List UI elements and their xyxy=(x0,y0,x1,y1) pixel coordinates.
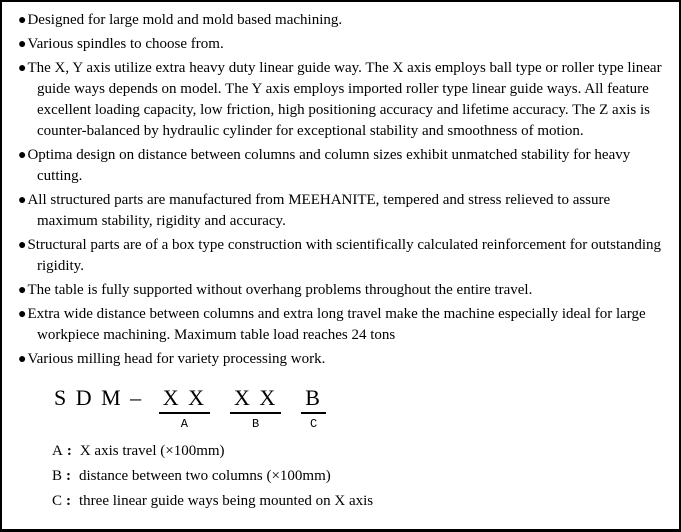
list-item xyxy=(18,349,667,370)
bullet-icon: ● xyxy=(18,307,28,322)
segment-label: C xyxy=(309,417,318,431)
list-item xyxy=(18,10,667,31)
bullet-icon: ● xyxy=(18,193,28,208)
feature-text: Designed for large mold and mold based machining. xyxy=(27,12,343,28)
segment-value: B xyxy=(301,386,326,414)
legend-colon: : xyxy=(66,443,72,459)
feature-text: Various spindles to choose from. xyxy=(27,36,224,52)
model-code-prefix: S D M – xyxy=(54,385,151,410)
segment-label: B xyxy=(252,417,260,431)
bullet-icon: ● xyxy=(18,37,28,52)
feature-text: Optima design on distance between columns and column sizes exhibit unmatched stability for heavy cutting. xyxy=(27,147,631,184)
model-code-legend xyxy=(52,439,679,514)
list-item xyxy=(18,145,667,187)
list-item xyxy=(18,190,667,232)
model-code-segment-b xyxy=(230,386,281,431)
model-code-segment-a xyxy=(159,386,210,431)
bullet-icon: ● xyxy=(18,13,28,28)
feature-text: Extra wide distance between columns and extra long travel make the machine especially ideal for large workpiece machining. Maximum table load reaches 24 tons xyxy=(27,306,646,343)
list-item xyxy=(18,235,667,277)
legend-key: B xyxy=(52,468,63,484)
legend-colon: : xyxy=(66,493,72,509)
legend-key: A xyxy=(52,443,63,459)
feature-list xyxy=(2,10,679,370)
legend-desc: three linear guide ways being mounted on X axis xyxy=(79,493,374,509)
bullet-icon: ● xyxy=(18,352,28,367)
legend-row xyxy=(52,464,679,489)
bullet-icon: ● xyxy=(18,148,28,163)
model-code-diagram xyxy=(54,386,679,431)
feature-text: The table is fully supported without overhang problems throughout the entire travel. xyxy=(27,282,533,298)
feature-text: All structured parts are manufactured from MEEHANITE, tempered and stress relieved to assure maximum stability, rigidity and accuracy. xyxy=(27,192,611,229)
legend-desc: X axis travel (×100mm) xyxy=(79,443,225,459)
feature-text: Various milling head for variety processing work. xyxy=(27,351,326,367)
list-item xyxy=(18,280,667,301)
legend-desc: distance between two columns (×100mm) xyxy=(79,468,331,484)
bullet-icon: ● xyxy=(18,283,28,298)
bullet-icon: ● xyxy=(18,61,28,76)
legend-row xyxy=(52,489,679,514)
feature-text: The X, Y axis utilize extra heavy duty linear guide way. The X axis employs ball type or roller type linear guide ways depends on model. The Y axis employs imported roller type linear guide ways. All feature excellent loading capacity, low friction, high positioning accuracy and lifetime accuracy. The Z axis is counter-balanced by hydraulic cylinder for exceptional stability and smoothness of motion. xyxy=(27,60,662,139)
feature-text: Structural parts are of a box type construction with scientifically calculated reinforcement for outstanding rigidity. xyxy=(27,237,661,274)
model-code-segment-c xyxy=(301,386,326,431)
list-item xyxy=(18,304,667,346)
legend-row xyxy=(52,439,679,464)
segment-value: X X xyxy=(230,386,281,414)
bullet-icon: ● xyxy=(18,238,28,253)
segment-label: A xyxy=(180,417,188,431)
list-item xyxy=(18,58,667,142)
segment-value: X X xyxy=(159,386,210,414)
legend-key: C xyxy=(52,493,63,509)
list-item xyxy=(18,34,667,55)
legend-colon: : xyxy=(66,468,72,484)
